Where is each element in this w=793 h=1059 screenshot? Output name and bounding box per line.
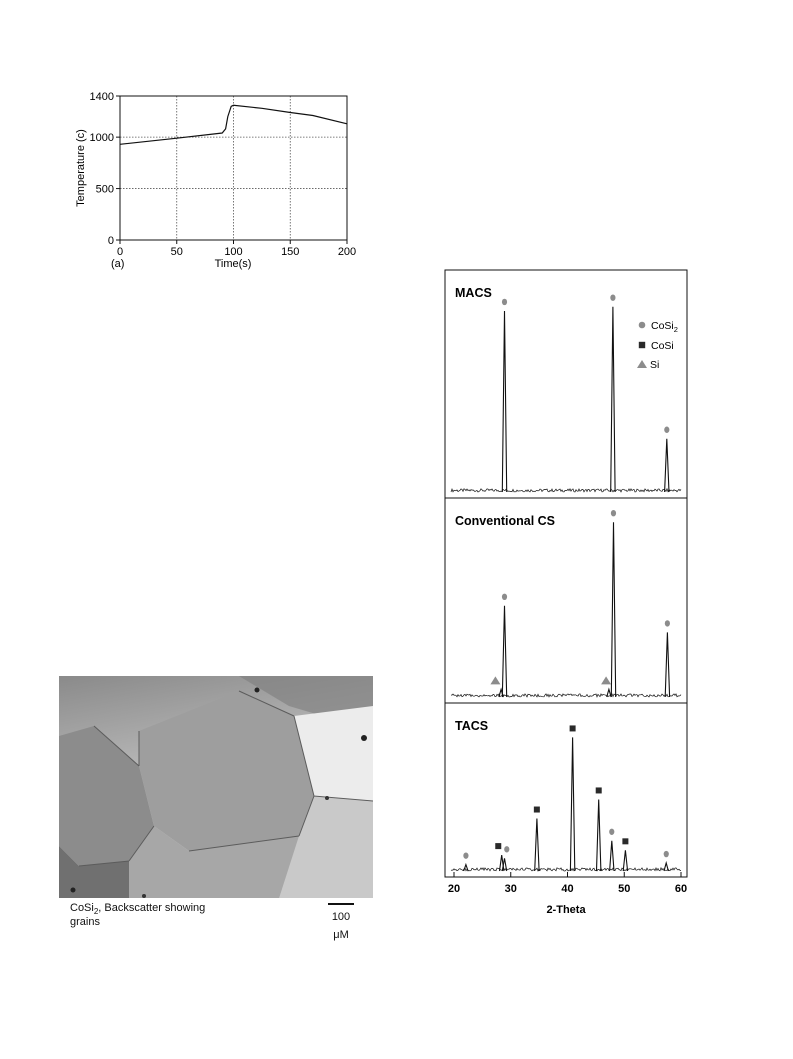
cosi2-marker: [664, 427, 669, 433]
si-marker: [601, 676, 611, 684]
y-tick-label: 1000: [89, 132, 114, 145]
baseline-noise: [451, 489, 681, 492]
cosi-marker: [495, 843, 501, 849]
xrd-chart: [440, 265, 700, 925]
x-tick-label: 150: [281, 246, 300, 258]
x-axis-label: Time(s): [214, 258, 252, 270]
xrd-x-tick-label: 20: [447, 883, 461, 895]
x-tick-label: 200: [337, 246, 357, 258]
cosi2-marker: [609, 829, 614, 835]
legend-cosi2-marker: [639, 322, 646, 329]
xrd-panel-1: [445, 498, 687, 697]
xrd-panel-0: [451, 286, 681, 492]
x-tick-label: 0: [116, 246, 124, 258]
cosi2-marker: [611, 510, 616, 516]
panel-title: TACS: [455, 719, 489, 733]
y-axis-label: Temperature (c): [75, 129, 87, 207]
y-tick-label: 0: [107, 235, 114, 247]
micrograph-caption: CoSi$_2$, Backscatter showing grains: [70, 902, 206, 929]
cosi2-marker: [664, 851, 669, 857]
legend-cosi-label: CoSi: [651, 340, 674, 352]
xrd-legend: [637, 320, 678, 371]
cosi2-marker: [502, 594, 507, 600]
diffraction-peak: [570, 737, 574, 871]
diffraction-peak: [623, 850, 627, 871]
xrd-x-tick-label: 60: [674, 883, 688, 895]
xrd-panel-2: [445, 703, 687, 871]
xrd-x-tick-label: 50: [618, 883, 631, 895]
panel-title: MACS: [455, 286, 492, 300]
temperature-chart-grid: [120, 96, 347, 240]
legend-cosi-marker: [639, 342, 645, 348]
cosi-marker: [596, 787, 602, 793]
sem-micrograph: [59, 676, 373, 898]
cosi2-marker: [502, 299, 507, 305]
diffraction-peak: [611, 522, 615, 697]
cosi-marker: [622, 838, 628, 844]
cosi-marker: [570, 725, 576, 731]
cosi-marker: [534, 807, 540, 813]
x-tick-label: 100: [224, 246, 243, 258]
y-tick-label: 500: [95, 183, 114, 196]
cosi2-marker: [665, 620, 670, 626]
baseline-noise: [451, 868, 681, 871]
cosi2-marker: [610, 294, 615, 300]
scale-bar-label: 100 μM: [331, 911, 351, 941]
y-tick-label: 1400: [89, 91, 114, 103]
legend-si-marker: [637, 360, 647, 368]
scale-bar: [326, 903, 356, 943]
temperature-chart: [70, 85, 360, 280]
xrd-x-axis: [448, 872, 687, 895]
x-tick-label: 50: [170, 246, 183, 258]
diffraction-peak: [610, 841, 614, 871]
diffraction-peak: [665, 439, 669, 492]
legend-cosi2-label: CoSi$_2$: [651, 320, 678, 334]
diffraction-peak: [665, 632, 669, 697]
xrd-x-axis-label: 2-Theta: [546, 904, 586, 916]
diffraction-peak: [664, 863, 668, 871]
cosi2-marker: [504, 846, 509, 852]
xrd-x-tick-label: 40: [561, 883, 574, 895]
diffraction-peak: [535, 819, 539, 872]
scale-bar-line: [328, 903, 354, 905]
baseline-noise: [451, 694, 681, 697]
xrd-x-tick-label: 30: [504, 883, 517, 895]
panel-label: (a): [111, 258, 125, 270]
diffraction-peak: [597, 800, 601, 872]
diffraction-peak: [502, 311, 506, 492]
panel-title: Conventional CS: [455, 514, 556, 528]
diffraction-peak: [611, 307, 615, 492]
cosi2-marker: [463, 852, 468, 858]
si-marker: [490, 676, 500, 684]
diffraction-peak: [502, 606, 506, 697]
legend-si-label: Si: [650, 359, 660, 371]
grain-structure: [59, 676, 373, 898]
